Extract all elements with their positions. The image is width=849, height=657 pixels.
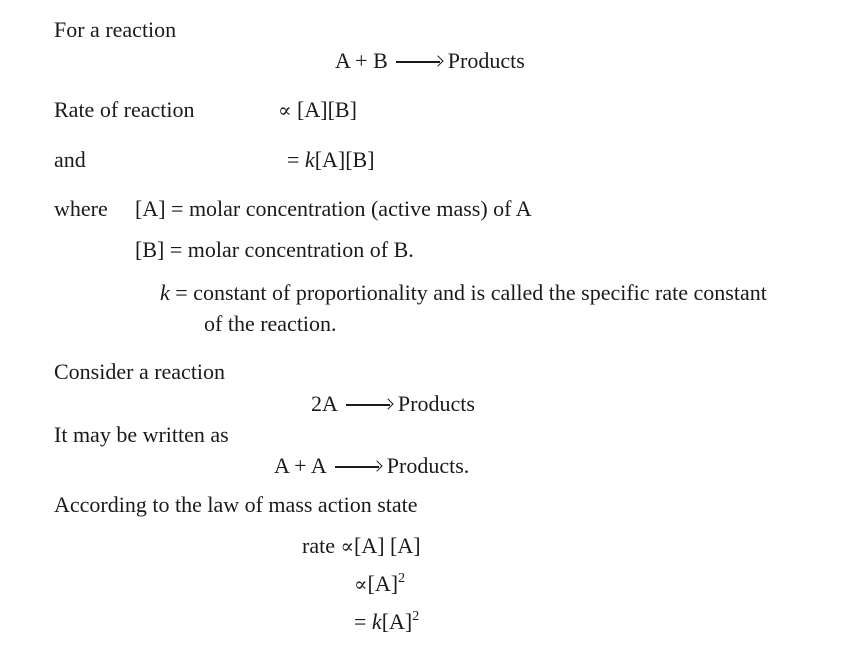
equation-lhs: A + A xyxy=(274,453,327,478)
exponent: 2 xyxy=(398,571,406,586)
rate-constant-symbol: k xyxy=(304,147,315,172)
arrow-right-icon xyxy=(335,466,379,467)
definition-k xyxy=(160,280,767,306)
definition-k-line1: = constant of proportionality and is called the specific rate constant xyxy=(175,280,767,305)
reaction-equation-3 xyxy=(274,453,469,479)
consider-text: Consider a reaction xyxy=(54,359,226,384)
proportional-symbol: ∝ xyxy=(340,536,355,558)
final-rate-expr-1: [A] [A] xyxy=(354,533,421,558)
equation-rhs: Products xyxy=(397,391,475,416)
equals-sign: = xyxy=(354,609,367,634)
rate-prop-expr: [A][B] xyxy=(297,97,357,122)
rate-equation xyxy=(287,147,375,173)
rate-word: rate xyxy=(302,533,335,558)
final-rate-expr-3: [A] xyxy=(381,609,413,634)
definition-k-line2: of the reaction. xyxy=(204,311,337,336)
and-label: and xyxy=(54,147,86,172)
equation-lhs: A + B xyxy=(335,48,388,73)
k-symbol: k xyxy=(371,609,382,634)
definition-a: [A] = molar concentration (active mass) of A xyxy=(135,196,532,221)
written-as-text: It may be written as xyxy=(54,422,229,447)
reaction-equation-2 xyxy=(311,391,475,417)
law-statement: According to the law of mass action state xyxy=(54,492,418,517)
rate-label: Rate of reaction xyxy=(54,97,195,122)
equation-rhs: Products xyxy=(447,48,525,73)
proportional-symbol: ∝ xyxy=(354,574,368,596)
final-rate-line-1 xyxy=(302,533,421,560)
intro-text: For a reaction xyxy=(54,17,177,42)
rate-eq-expr: [A][B] xyxy=(314,147,375,172)
exponent: 2 xyxy=(412,609,420,624)
arrow-right-icon xyxy=(396,61,440,62)
final-rate-expr-2: [A] xyxy=(367,571,399,596)
definition-b: [B] = molar concentration of B. xyxy=(135,237,414,262)
reaction-equation-1 xyxy=(335,48,525,74)
equation-lhs: 2A xyxy=(311,391,338,416)
where-label: where xyxy=(54,196,108,221)
equals-sign: = xyxy=(287,147,300,172)
k-symbol: k xyxy=(160,280,170,305)
proportional-symbol: ∝ xyxy=(278,100,292,122)
arrow-right-icon xyxy=(346,404,390,405)
final-rate-line-3 xyxy=(354,609,419,635)
final-rate-line-2 xyxy=(354,571,405,598)
equation-rhs: Products. xyxy=(386,453,470,478)
rate-proportional-expression xyxy=(278,97,357,124)
